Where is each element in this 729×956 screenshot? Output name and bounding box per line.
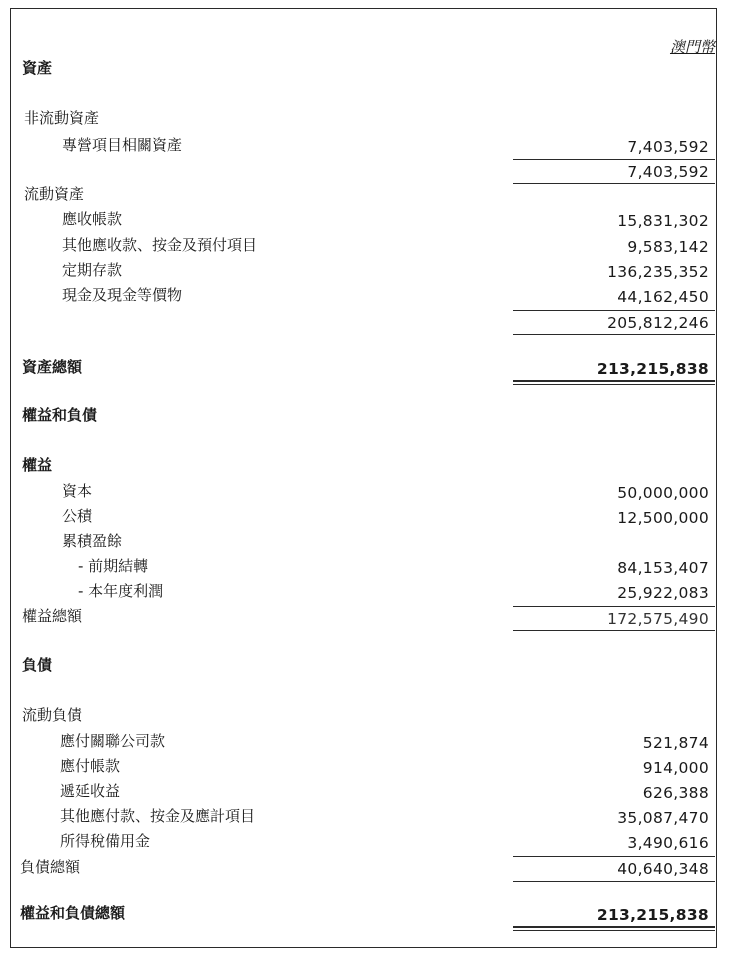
total-liabilities-label: 負債總額 [20, 858, 81, 876]
row-label: 其他應收款、按金及預付項目 [62, 236, 258, 254]
double-underline [513, 384, 715, 385]
row-value: 12,500,000 [617, 509, 709, 527]
row-label: - 前期結轉 [78, 557, 149, 575]
non-current-subtotal: 7,403,592 [627, 163, 709, 181]
row-value: 914,000 [642, 759, 709, 777]
row-value: 136,235,352 [607, 263, 709, 281]
currency-label: 澳門幣 [669, 38, 715, 56]
retained-earnings-label: 累積盈餘 [62, 532, 123, 550]
double-underline [513, 930, 715, 931]
equity-liabilities-heading: 權益和負債 [22, 406, 98, 424]
row-value: 50,000,000 [617, 484, 709, 502]
row-value: 3,490,616 [627, 834, 709, 852]
liabilities-heading: 負債 [22, 656, 53, 674]
row-label: 應付帳款 [60, 757, 121, 775]
double-underline [513, 926, 715, 928]
row-value: 626,388 [642, 784, 709, 802]
current-assets-label: 流動資產 [24, 185, 85, 203]
row-label: 所得稅備用金 [60, 832, 151, 850]
total-liabilities-value: 40,640,348 [617, 860, 709, 878]
row-value: 35,087,470 [617, 809, 709, 827]
row-label: 資本 [62, 482, 93, 500]
row-label: 應收帳款 [62, 210, 123, 228]
row-label: 應付關聯公司款 [60, 732, 166, 750]
row-value: 15,831,302 [617, 212, 709, 230]
grand-total-value: 213,215,838 [596, 906, 709, 924]
total-equity-label: 權益總額 [22, 607, 83, 625]
total-equity-value: 172,575,490 [607, 610, 709, 628]
row-label: 專營項目相關資產 [62, 136, 183, 154]
row-label: 定期存款 [62, 261, 123, 279]
row-label: 其他應付款、按金及應計項目 [60, 807, 256, 825]
grand-total-label: 權益和負債總額 [20, 904, 126, 922]
row-value: 7,403,592 [627, 138, 709, 156]
row-label: 現金及現金等價物 [62, 286, 183, 304]
row-label: 遞延收益 [60, 782, 121, 800]
row-label: - 本年度利潤 [78, 582, 164, 600]
row-value: 84,153,407 [617, 559, 709, 577]
equity-heading: 權益 [22, 456, 53, 474]
row-value: 44,162,450 [617, 288, 709, 306]
assets-heading: 資產 [22, 59, 53, 77]
non-current-assets-label: 非流動資產 [24, 109, 100, 127]
row-label: 公積 [62, 507, 93, 525]
row-value: 25,922,083 [617, 584, 709, 602]
row-value: 9,583,142 [627, 238, 709, 256]
row-value: 521,874 [642, 734, 709, 752]
current-subtotal: 205,812,246 [607, 314, 709, 332]
double-underline [513, 380, 715, 382]
current-liabilities-label: 流動負債 [22, 706, 83, 724]
total-assets-value: 213,215,838 [596, 360, 709, 378]
total-assets-label: 資產總額 [22, 358, 83, 376]
